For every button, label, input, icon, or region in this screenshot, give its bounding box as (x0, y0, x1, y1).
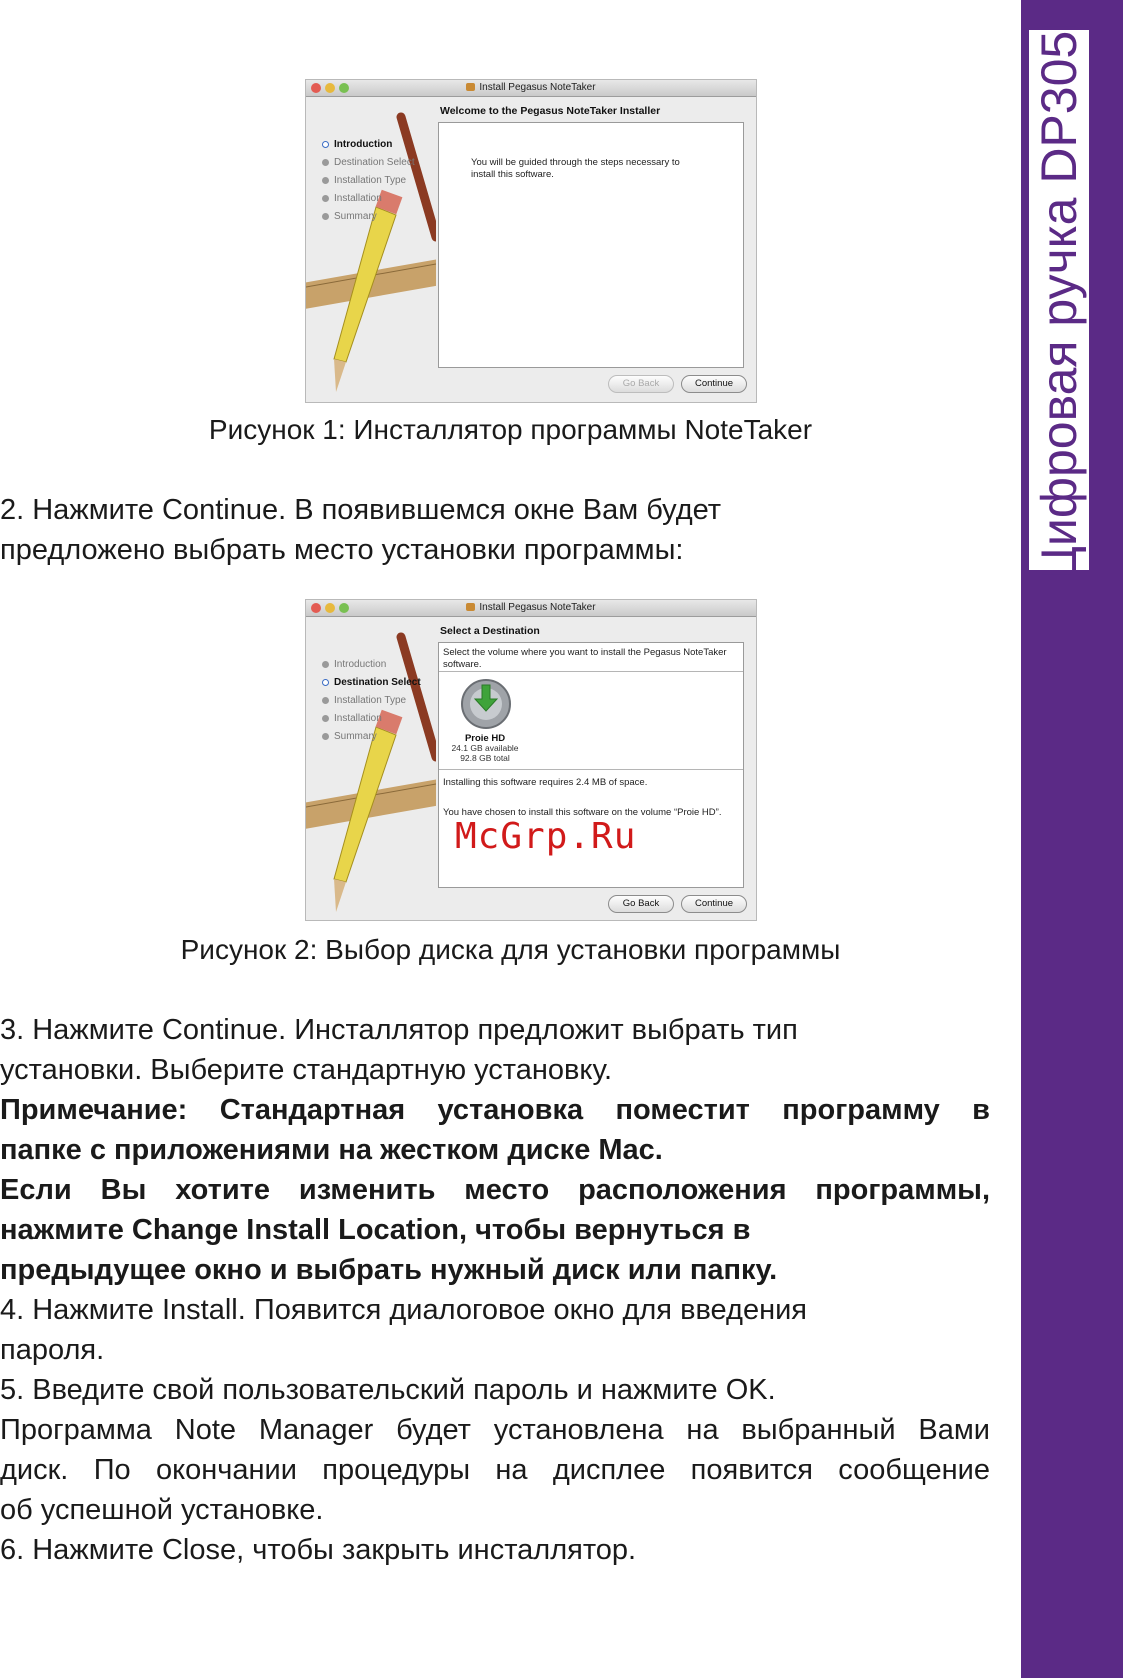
instruction-line: установки. Выберите стандартную установку. (0, 1054, 613, 1086)
step-installation-type: Installation Type (322, 691, 421, 709)
window-title: Install Pegasus NoteTaker (479, 602, 596, 613)
close-window-button[interactable] (311, 603, 321, 613)
step-summary: Summary (322, 207, 415, 225)
divider (439, 769, 743, 770)
installer-window-2 (305, 599, 757, 921)
window-heading: Select a Destination (440, 625, 540, 637)
intro-text: You will be guided through the steps necessary to install this software. (471, 157, 680, 180)
go-back-button[interactable]: Go Back (608, 375, 674, 393)
step-destination: Destination Select (322, 153, 415, 171)
divider (439, 671, 743, 672)
close-window-button[interactable] (311, 83, 321, 93)
step-destination: Destination Select (322, 673, 421, 691)
package-icon (466, 83, 475, 91)
figure-caption-1: Рисунок 1: Инсталлятор программы NoteTaker (208, 414, 813, 445)
step-installation: Installation (322, 709, 421, 727)
installer-window-1 (305, 79, 757, 403)
steps-list (322, 135, 415, 225)
space-requirement-text: Installing this software requires 2.4 MB of space. (443, 777, 648, 788)
continue-button[interactable]: Continue (681, 895, 747, 913)
minimize-window-button[interactable] (325, 83, 335, 93)
step-summary: Summary (322, 727, 421, 745)
package-icon (466, 603, 475, 611)
window-heading: Welcome to the Pegasus NoteTaker Installer (440, 105, 661, 117)
steps-list (322, 655, 421, 745)
step-installation-type: Installation Type (322, 171, 415, 189)
zoom-window-button[interactable] (339, 603, 349, 613)
instruction-line: 6. Нажмите Close, чтобы закрыть инсталлятор. (0, 1534, 637, 1566)
instruction-line: Программа Note Manager будет установлена на выбранный Вами (0, 1414, 990, 1446)
hard-disk-icon[interactable] (459, 677, 513, 731)
window-titlebar (306, 600, 756, 617)
note-line: нажмите Change Install Location, чтобы вернуться в (0, 1214, 751, 1246)
step-introduction: Introduction (322, 655, 421, 673)
window-title: Install Pegasus NoteTaker (479, 82, 596, 93)
instruction-line: 5. Введите свой пользовательский пароль и нажмите OK. (0, 1374, 776, 1406)
disk-name: Proie HD (464, 733, 506, 744)
select-volume-text: Select the volume where you want to install the Pegasus NoteTaker software. (443, 647, 727, 670)
figure-caption-2: Рисунок 2: Выбор диска для установки программы (180, 934, 841, 965)
side-label-box (1029, 16, 1089, 584)
minimize-window-button[interactable] (325, 603, 335, 613)
note-line: предыдущее окно и выбрать нужный диск или папку. (0, 1254, 778, 1286)
chosen-volume-text: You have chosen to install this software on the volume “Proie HD”. (443, 807, 722, 818)
paragraph-step-2: 2. Нажмите Continue. В появившемся окне Вам будет предложено выбрать место установки программы: (0, 494, 722, 566)
window-titlebar (306, 80, 756, 97)
side-label: Цифровая ручка DP305I (1031, 16, 1087, 584)
step-introduction: Introduction (322, 135, 415, 153)
instruction-line: 3. Нажмите Continue. Инсталлятор предложит выбрать тип (0, 1014, 798, 1046)
content-panel (438, 122, 744, 368)
zoom-window-button[interactable] (339, 83, 349, 93)
watermark: McGrp.Ru (455, 816, 637, 857)
instruction-line: 4. Нажмите Install. Появится диалоговое окно для введения (0, 1294, 808, 1326)
continue-button[interactable]: Continue (681, 375, 747, 393)
note-line: Если Вы хотите изменить место расположения программы, (0, 1174, 990, 1206)
note-line: Примечание: Стандартная установка поместит программу в (0, 1094, 990, 1126)
instruction-line: об успешной установке. (0, 1494, 324, 1526)
instruction-line: диск. По окончании процедуры на дисплее появится сообщение (0, 1454, 990, 1486)
note-line: папке с приложениями на жестком диске Mac. (0, 1134, 663, 1166)
step-installation: Installation (322, 189, 415, 207)
instructions-text (0, 1010, 990, 1570)
instruction-line: пароля. (0, 1334, 105, 1366)
disk-info: 24.1 GB available 92.8 GB total (451, 743, 519, 763)
go-back-button[interactable]: Go Back (608, 895, 674, 913)
